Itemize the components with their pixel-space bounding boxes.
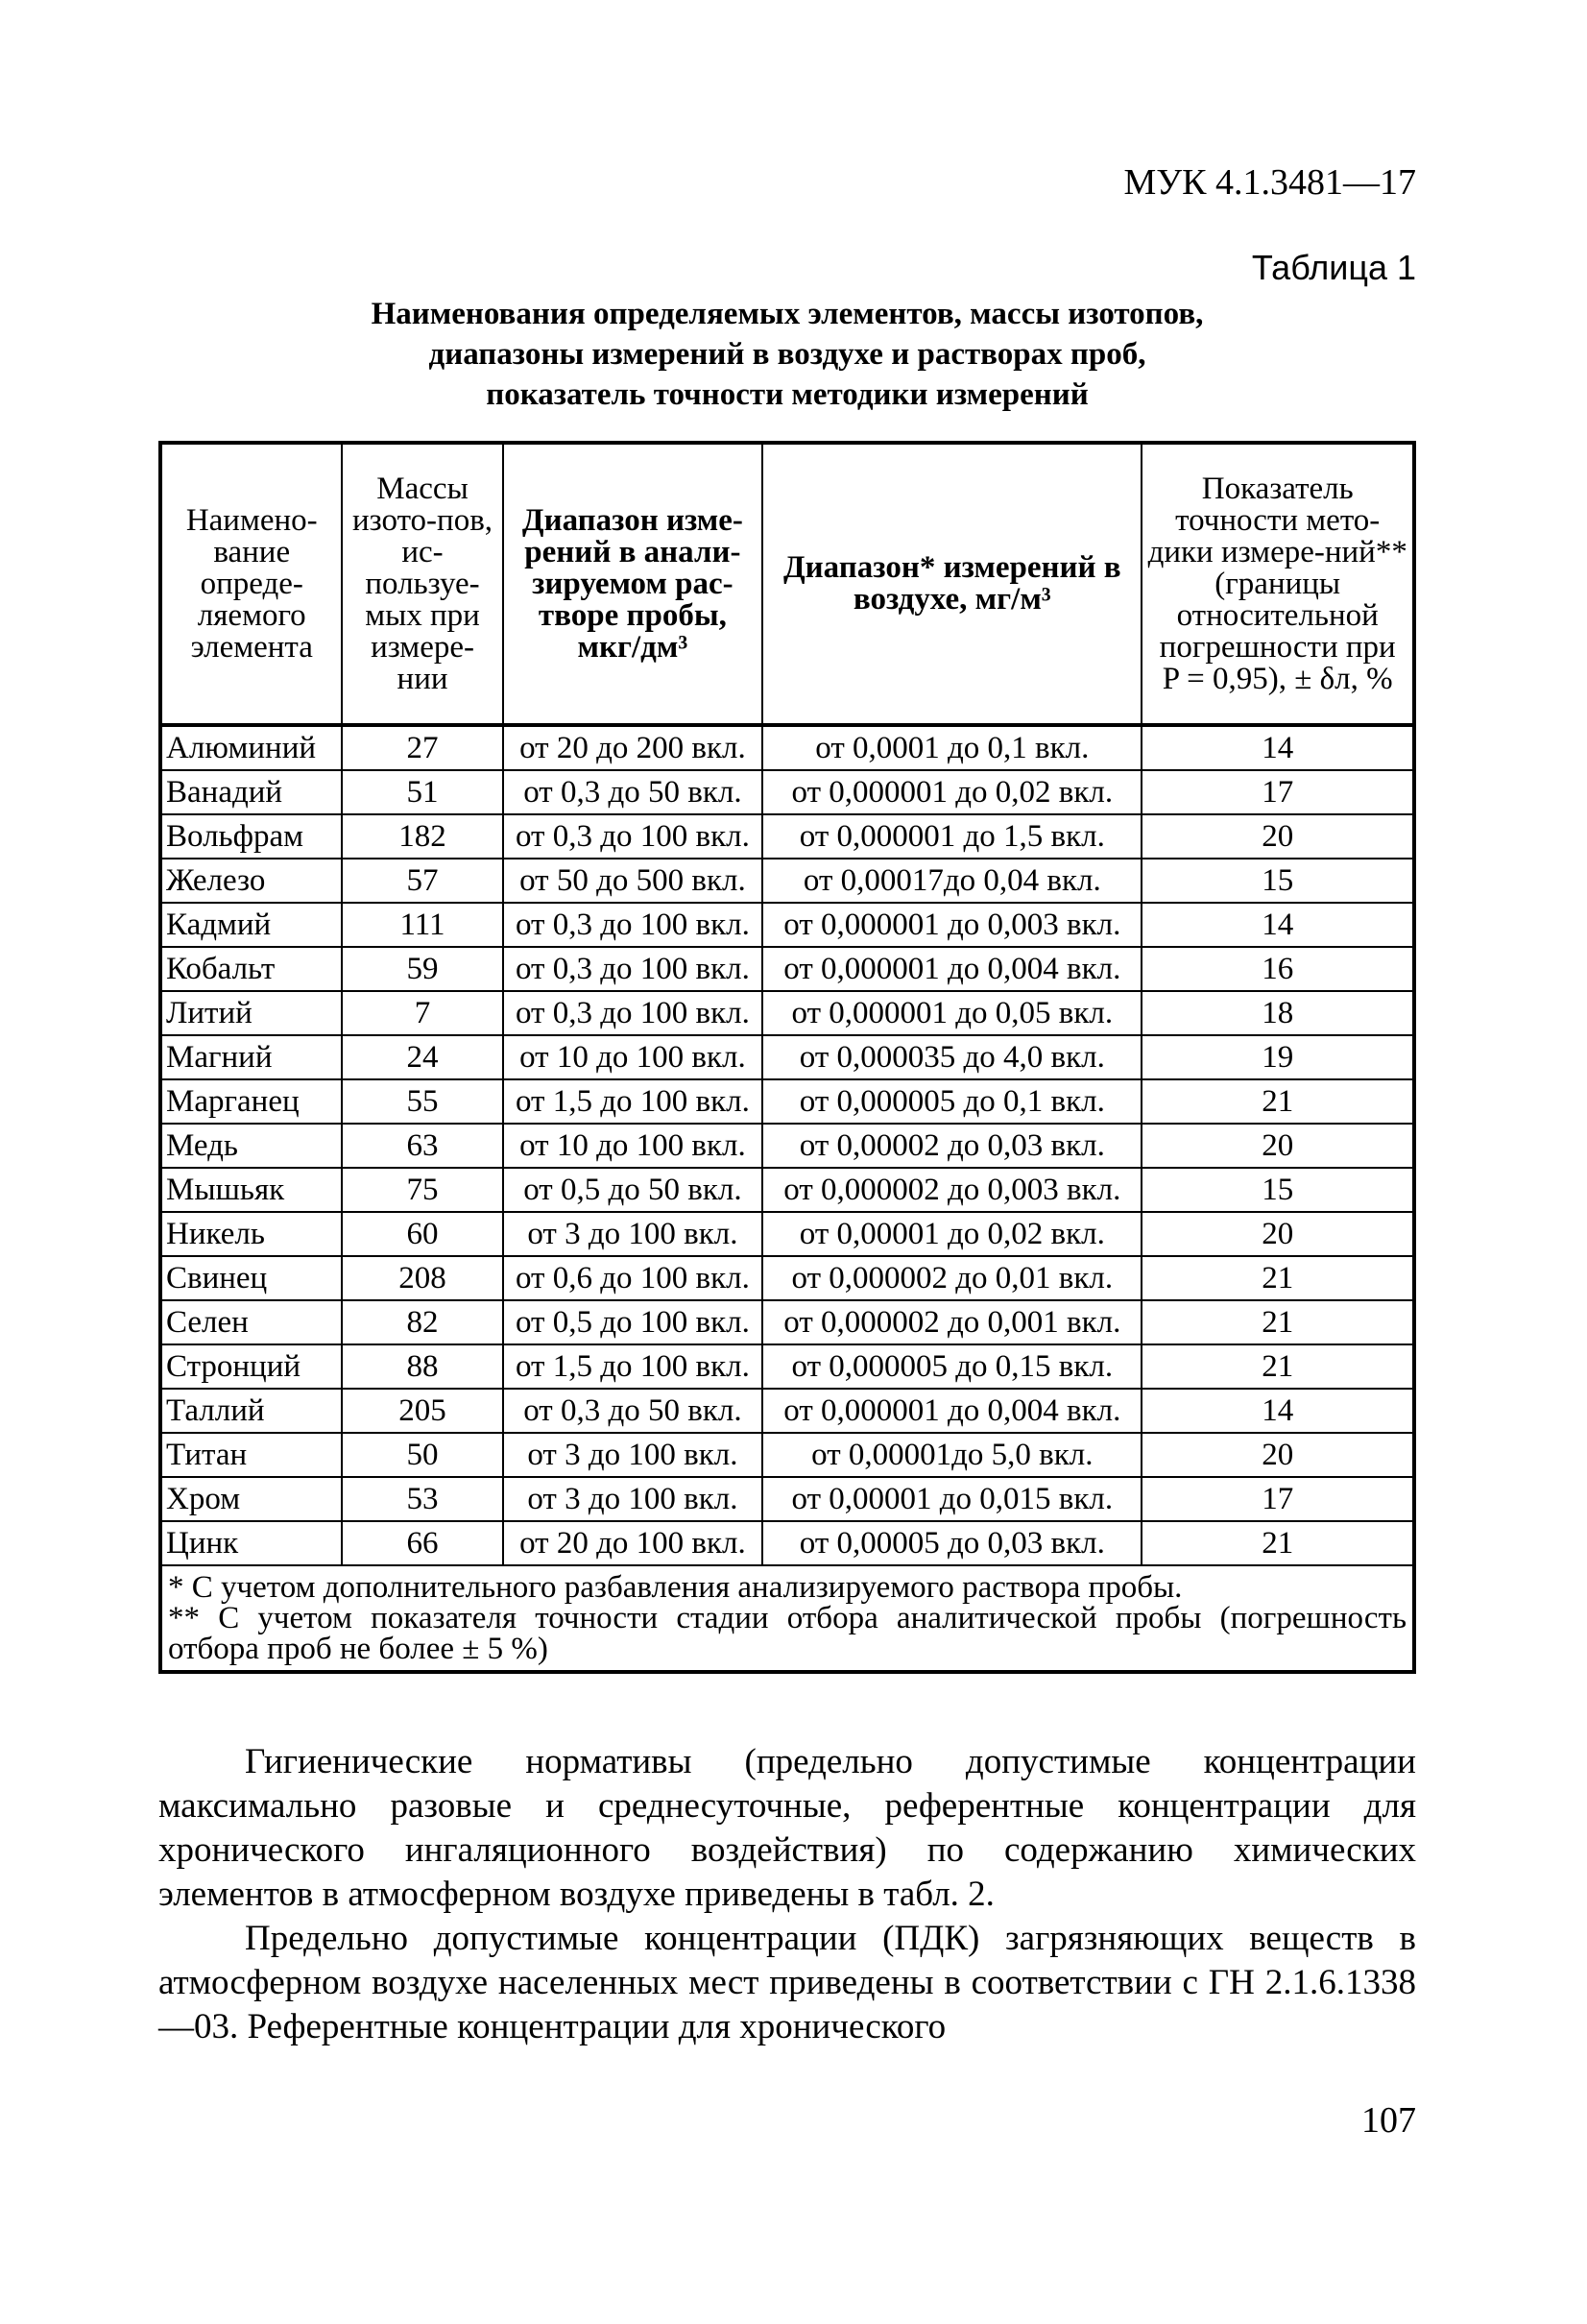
cell-solution-range: от 0,3 до 100 вкл. (503, 814, 763, 859)
cell-isotope-mass: 51 (342, 770, 502, 814)
cell-air-range: от 0,000001 до 0,05 вкл. (762, 991, 1142, 1035)
footnote-row (160, 1565, 1414, 1672)
header-accuracy: Показатель точности мето-дики измере-ний** (границы относительной погрешности при P = 0,95), ± δл, % (1142, 443, 1414, 725)
cell-solution-range: от 0,3 до 100 вкл. (503, 991, 763, 1035)
cell-isotope-mass: 24 (342, 1035, 502, 1079)
cell-air-range: от 0,000002 до 0,003 вкл. (762, 1168, 1142, 1212)
cell-element: Магний (160, 1035, 342, 1079)
elements-table (158, 441, 1416, 1674)
cell-accuracy: 19 (1142, 1035, 1414, 1079)
paragraph: Предельно допустимые концентрации (ПДК) загрязняющих веществ в атмосферном воздухе населенных мест приведены в соответствии с ГН 2.1.6.1338—03. Референтные концентрации для хронического (158, 1919, 1416, 2046)
header-element: Наимено-вание опреде-ляемого элемента (160, 443, 342, 725)
table-row (160, 947, 1414, 991)
cell-accuracy: 14 (1142, 725, 1414, 770)
cell-element: Ванадий (160, 770, 342, 814)
cell-element: Кадмий (160, 903, 342, 947)
table-title-line: диапазоны измерений в воздухе и растворах проб, (428, 337, 1146, 372)
cell-isotope-mass: 82 (342, 1300, 502, 1344)
footnote-1: * С учетом дополнительного разбавления анализируемого раствора пробы. (168, 1570, 1183, 1605)
table-row (160, 859, 1414, 903)
table-row (160, 725, 1414, 770)
cell-accuracy: 17 (1142, 770, 1414, 814)
cell-air-range: от 0,00017до 0,04 вкл. (762, 859, 1142, 903)
header-air-range: Диапазон* измерений в воздухе, мг/м³ (762, 443, 1142, 725)
cell-isotope-mass: 57 (342, 859, 502, 903)
cell-isotope-mass: 208 (342, 1256, 502, 1300)
cell-element: Литий (160, 991, 342, 1035)
cell-accuracy: 15 (1142, 859, 1414, 903)
page-number: 107 (1361, 2100, 1416, 2141)
cell-element: Никель (160, 1212, 342, 1256)
cell-air-range: от 0,000001 до 0,004 вкл. (762, 1389, 1142, 1433)
cell-element: Мышьяк (160, 1168, 342, 1212)
cell-element: Хром (160, 1477, 342, 1521)
table-header-row (160, 443, 1414, 725)
cell-solution-range: от 1,5 до 100 вкл. (503, 1344, 763, 1389)
cell-accuracy: 21 (1142, 1344, 1414, 1389)
cell-air-range: от 0,000005 до 0,15 вкл. (762, 1344, 1142, 1389)
cell-element: Титан (160, 1433, 342, 1477)
cell-solution-range: от 10 до 100 вкл. (503, 1035, 763, 1079)
cell-element: Марганец (160, 1079, 342, 1124)
cell-solution-range: от 3 до 100 вкл. (503, 1433, 763, 1477)
table-title-line: показатель точности методики измерений (486, 377, 1089, 412)
footnotes (160, 1565, 1414, 1672)
cell-air-range: от 0,000001 до 0,004 вкл. (762, 947, 1142, 991)
cell-isotope-mass: 66 (342, 1521, 502, 1565)
cell-solution-range: от 3 до 100 вкл. (503, 1212, 763, 1256)
cell-air-range: от 0,000001 до 0,02 вкл. (762, 770, 1142, 814)
cell-solution-range: от 0,3 до 50 вкл. (503, 770, 763, 814)
table-row (160, 814, 1414, 859)
cell-element: Свинец (160, 1256, 342, 1300)
table-row (160, 1433, 1414, 1477)
cell-solution-range: от 0,3 до 50 вкл. (503, 1389, 763, 1433)
cell-air-range: от 0,000001 до 1,5 вкл. (762, 814, 1142, 859)
cell-isotope-mass: 27 (342, 725, 502, 770)
cell-solution-range: от 0,5 до 50 вкл. (503, 1168, 763, 1212)
cell-air-range: от 0,00001 до 0,02 вкл. (762, 1212, 1142, 1256)
cell-solution-range: от 0,6 до 100 вкл. (503, 1256, 763, 1300)
cell-air-range: от 0,000001 до 0,003 вкл. (762, 903, 1142, 947)
cell-isotope-mass: 75 (342, 1168, 502, 1212)
cell-solution-range: от 10 до 100 вкл. (503, 1124, 763, 1168)
cell-air-range: от 0,000005 до 0,1 вкл. (762, 1079, 1142, 1124)
table-row (160, 991, 1414, 1035)
table-row (160, 1035, 1414, 1079)
cell-accuracy: 16 (1142, 947, 1414, 991)
table-row (160, 903, 1414, 947)
cell-accuracy: 15 (1142, 1168, 1414, 1212)
cell-isotope-mass: 60 (342, 1212, 502, 1256)
cell-element: Стронций (160, 1344, 342, 1389)
cell-solution-range: от 50 до 500 вкл. (503, 859, 763, 903)
table-title-line: Наименования определяемых элементов, массы изотопов, (371, 297, 1204, 331)
cell-accuracy: 20 (1142, 1124, 1414, 1168)
table-row (160, 1079, 1414, 1124)
cell-air-range: от 0,00005 до 0,03 вкл. (762, 1521, 1142, 1565)
cell-isotope-mass: 53 (342, 1477, 502, 1521)
cell-accuracy: 21 (1142, 1300, 1414, 1344)
table-row (160, 1212, 1414, 1256)
cell-isotope-mass: 182 (342, 814, 502, 859)
table-row (160, 1521, 1414, 1565)
cell-isotope-mass: 63 (342, 1124, 502, 1168)
cell-accuracy: 21 (1142, 1521, 1414, 1565)
table-row (160, 1256, 1414, 1300)
cell-accuracy: 17 (1142, 1477, 1414, 1521)
header-solution-range: Диапазон изме-рений в анали-зируемом рас-творе пробы, мкг/дм³ (503, 443, 763, 725)
cell-accuracy: 21 (1142, 1256, 1414, 1300)
cell-solution-range: от 3 до 100 вкл. (503, 1477, 763, 1521)
table-row (160, 770, 1414, 814)
cell-isotope-mass: 205 (342, 1389, 502, 1433)
cell-solution-range: от 0,5 до 100 вкл. (503, 1300, 763, 1344)
cell-isotope-mass: 50 (342, 1433, 502, 1477)
cell-element: Селен (160, 1300, 342, 1344)
cell-air-range: от 0,000035 до 4,0 вкл. (762, 1035, 1142, 1079)
cell-solution-range: от 0,3 до 100 вкл. (503, 903, 763, 947)
cell-isotope-mass: 111 (342, 903, 502, 947)
cell-accuracy: 18 (1142, 991, 1414, 1035)
cell-air-range: от 0,0001 до 0,1 вкл. (762, 725, 1142, 770)
table-row (160, 1477, 1414, 1521)
cell-air-range: от 0,000002 до 0,001 вкл. (762, 1300, 1142, 1344)
cell-isotope-mass: 88 (342, 1344, 502, 1389)
cell-element: Кобальт (160, 947, 342, 991)
cell-solution-range: от 20 до 100 вкл. (503, 1521, 763, 1565)
cell-accuracy: 14 (1142, 903, 1414, 947)
table-title (158, 294, 1416, 415)
cell-element: Вольфрам (160, 814, 342, 859)
cell-air-range: от 0,00002 до 0,03 вкл. (762, 1124, 1142, 1168)
document-code: МУК 4.1.3481—17 (1123, 162, 1416, 203)
table-number: Таблица 1 (1251, 248, 1416, 287)
cell-element: Таллий (160, 1389, 342, 1433)
table-row (160, 1389, 1414, 1433)
cell-element: Медь (160, 1124, 342, 1168)
table-row (160, 1300, 1414, 1344)
cell-air-range: от 0,000002 до 0,01 вкл. (762, 1256, 1142, 1300)
cell-accuracy: 20 (1142, 1212, 1414, 1256)
cell-air-range: от 0,00001 до 0,015 вкл. (762, 1477, 1142, 1521)
cell-isotope-mass: 59 (342, 947, 502, 991)
cell-element: Железо (160, 859, 342, 903)
footnote-2: ** С учетом показателя точности стадии отбора аналитической пробы (погрешность отбора проб не более ± 5 %) (168, 1601, 1407, 1666)
cell-element: Цинк (160, 1521, 342, 1565)
cell-solution-range: от 1,5 до 100 вкл. (503, 1079, 763, 1124)
cell-accuracy: 20 (1142, 1433, 1414, 1477)
table-row (160, 1124, 1414, 1168)
cell-air-range: от 0,00001до 5,0 вкл. (762, 1433, 1142, 1477)
cell-solution-range: от 20 до 200 вкл. (503, 725, 763, 770)
cell-isotope-mass: 7 (342, 991, 502, 1035)
header-isotope-mass: Массы изото-пов, ис-пользуе-мых при измере-нии (342, 443, 502, 725)
body-text (158, 1740, 1416, 2049)
cell-accuracy: 20 (1142, 814, 1414, 859)
cell-isotope-mass: 55 (342, 1079, 502, 1124)
cell-solution-range: от 0,3 до 100 вкл. (503, 947, 763, 991)
cell-accuracy: 14 (1142, 1389, 1414, 1433)
table-row (160, 1168, 1414, 1212)
cell-accuracy: 21 (1142, 1079, 1414, 1124)
paragraph: Гигиенические нормативы (предельно допустимые концентрации максимально разовые и среднесуточные, референтные концентрации для хронического ингаляционного воздействия) по содержанию химических элементов в атмосферном воздухе приведены в табл. 2. (158, 1742, 1416, 1914)
cell-element: Алюминий (160, 725, 342, 770)
table-row (160, 1344, 1414, 1389)
